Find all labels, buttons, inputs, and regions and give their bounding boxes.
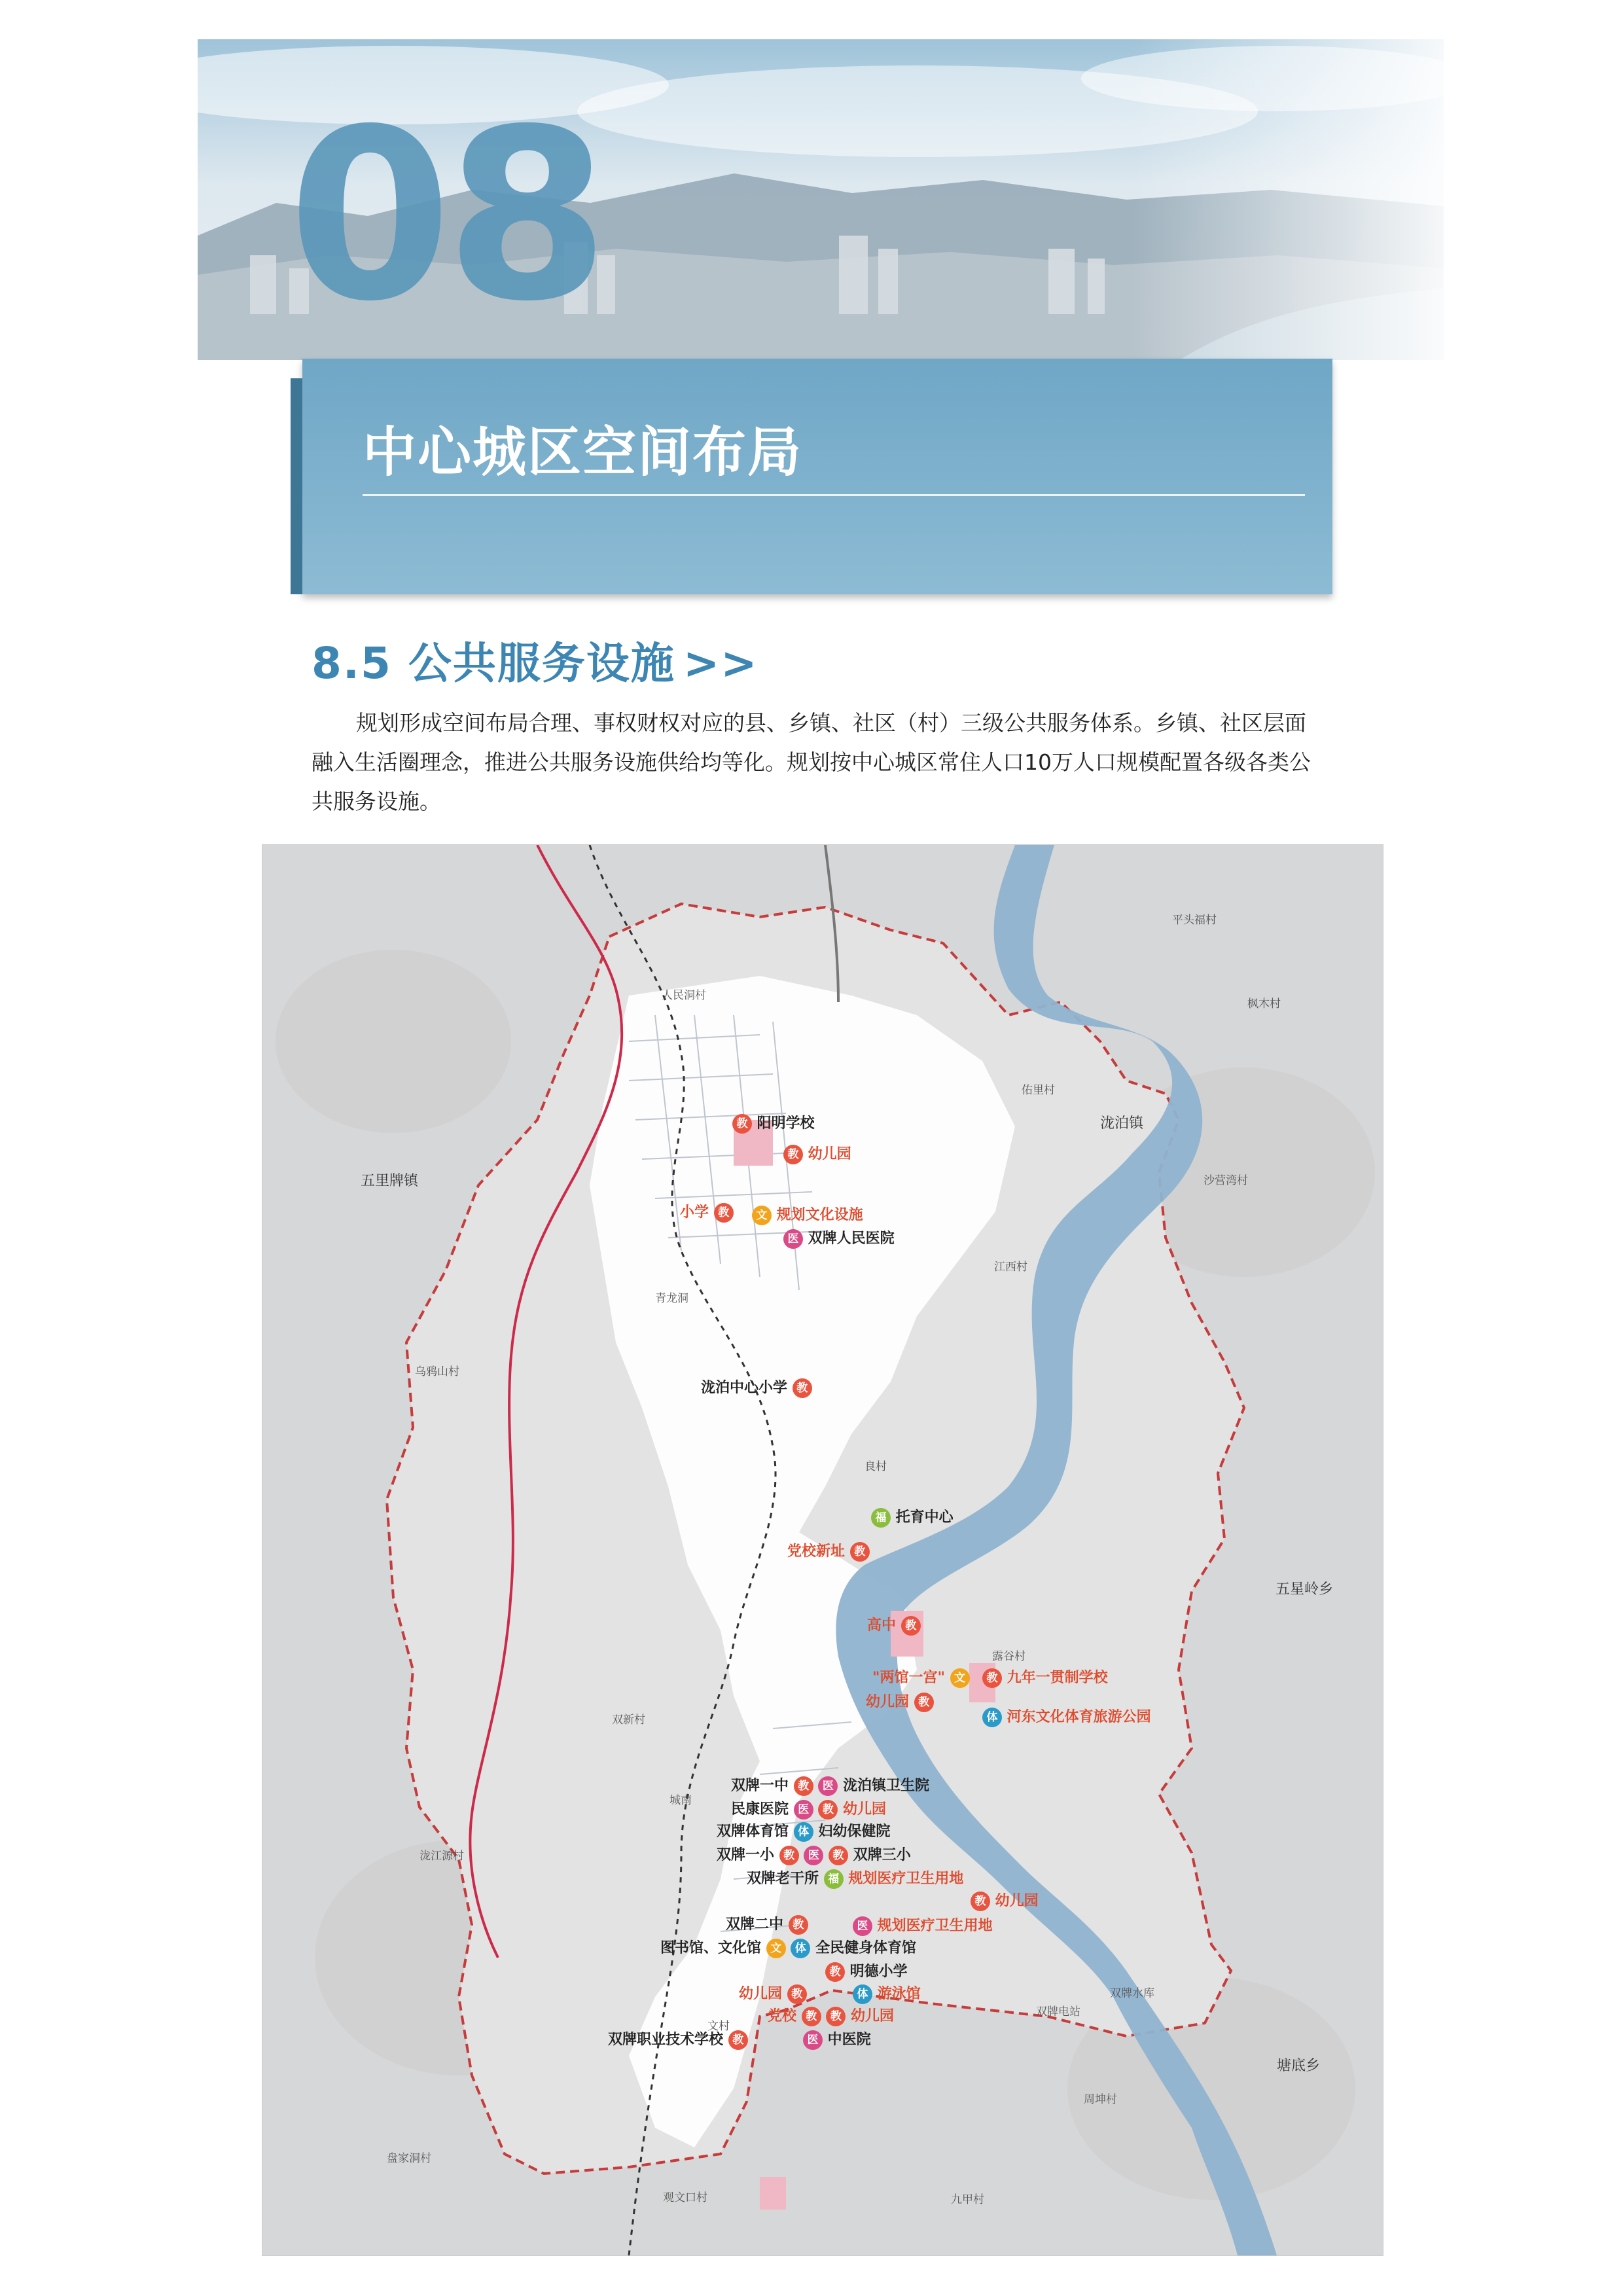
facility-kindergarten-2	[866, 1691, 934, 1712]
chapter-title: 中心城区空间布局	[363, 422, 803, 484]
facility-label: 民康医院	[731, 1801, 789, 1818]
section-paragraph: 规划形成空间布局合理、事权财权对应的县、乡镇、社区（村）三级公共服务体系。乡镇、社区层面融入生活圈理念，推进公共服务设施供给均等化。规划按中心城区常住人口10万人口规模配置各级各类公共服务设施。	[312, 710, 1311, 814]
facility-label: 幼儿园	[808, 1146, 851, 1162]
facility-label: 小学	[680, 1204, 709, 1221]
label-lingjiangyuan: 泷江源村	[419, 1850, 464, 1863]
education-icon: 教	[825, 1962, 845, 1982]
label-pingtoufu: 平头福村	[1172, 914, 1217, 927]
facility-label: 中医院	[827, 2032, 871, 2048]
facility-label: 规划医疗卫生用地	[877, 1918, 993, 1934]
section-arrows: >>	[683, 638, 758, 689]
facility-label: 双牌一中	[731, 1778, 789, 1794]
education-icon: 教	[971, 1892, 990, 1911]
facility-tcm-hospital	[803, 2028, 871, 2050]
facility-kindergarten-4	[971, 1890, 1039, 1911]
medical-icon: 医	[794, 1800, 813, 1820]
education-icon: 教	[982, 1668, 1002, 1688]
sports-icon: 体	[794, 1822, 813, 1842]
label-qinglongdong: 青龙洞	[655, 1292, 688, 1305]
education-icon: 教	[783, 1145, 803, 1164]
facility-label: 全民健身体育馆	[815, 1940, 917, 1956]
chapter-number: 08	[288, 79, 603, 353]
label-youli: 佑里村	[1022, 1084, 1055, 1097]
education-icon: 教	[714, 1203, 734, 1223]
culture-icon: 文	[752, 1206, 772, 1225]
title-divider	[363, 494, 1305, 496]
facility-party-school	[768, 2005, 894, 2026]
education-icon: 教	[794, 1776, 813, 1796]
facility-label: 九年一贯制学校	[1007, 1670, 1108, 1686]
facility-nine-year-school	[982, 1666, 1108, 1688]
label-wulipai-town: 五里牌镇	[361, 1173, 419, 1189]
facility-label: 明德小学	[849, 1964, 908, 1980]
facility-kindergarten-5	[739, 1982, 807, 2004]
education-icon: 教	[732, 1114, 752, 1134]
facility-vocational-school	[608, 2028, 748, 2050]
facility-library-culture	[660, 1937, 916, 1958]
facility-high-school	[867, 1614, 921, 1636]
label-zhoushen: 周坤村	[1084, 2093, 1117, 2106]
education-icon: 教	[850, 1542, 870, 1562]
facility-label: 双牌一小	[717, 1847, 775, 1863]
facility-label: 规划文化设施	[776, 1207, 863, 1223]
public-service-map	[262, 844, 1383, 2256]
label-liang: 良村	[865, 1460, 887, 1473]
medical-icon: 医	[783, 1229, 803, 1249]
education-icon: 教	[901, 1616, 921, 1636]
medical-icon: 医	[818, 1776, 838, 1796]
facility-shuangpai-hospital	[783, 1227, 895, 1249]
medical-icon: 医	[804, 1846, 823, 1865]
facility-primary-school-a	[680, 1201, 734, 1223]
facility-label: 双牌三小	[853, 1847, 911, 1863]
label-renminchong: 人民洞村	[662, 989, 706, 1002]
education-icon: 教	[914, 1693, 934, 1712]
medical-icon: 医	[803, 2030, 823, 2050]
label-wen: 文村	[707, 2020, 730, 2033]
facility-label: 阳明学校	[757, 1115, 815, 1132]
facility-primary-1-3	[717, 1844, 911, 1865]
label-shayiwan: 沙营湾村	[1204, 1174, 1248, 1187]
facility-label: 双牌人民医院	[808, 1230, 895, 1247]
facility-label: 规划医疗卫生用地	[848, 1871, 964, 1887]
medical-icon: 医	[853, 1916, 872, 1936]
education-icon: 教	[826, 2007, 846, 2026]
education-icon: 教	[789, 1915, 808, 1935]
facility-label: 妇幼保健院	[818, 1823, 891, 1840]
facility-label: 幼儿园	[851, 2008, 895, 2024]
facility-label: 双牌职业技术学校	[608, 2032, 724, 2048]
education-icon: 教	[818, 1800, 838, 1820]
facility-longbo-primary	[701, 1376, 812, 1398]
sports-icon: 体	[853, 1984, 872, 2004]
facility-childcare-center	[871, 1506, 954, 1528]
section-heading	[312, 628, 758, 691]
facility-label: 幼儿园	[995, 1893, 1039, 1909]
facility-minkang-hospital	[731, 1798, 886, 1820]
facility-label: 河东文化体育旅游公园	[1007, 1709, 1151, 1725]
facility-label: 双牌老干所	[747, 1871, 819, 1887]
facility-label: 幼儿园	[866, 1694, 910, 1710]
facility-party-school-new	[787, 1540, 870, 1562]
facility-label: 双牌体育馆	[717, 1823, 789, 1840]
chapter-title-band	[302, 359, 1332, 594]
sports-icon: 体	[791, 1939, 810, 1958]
welfare-icon: 福	[871, 1508, 891, 1528]
facility-mingde-primary	[825, 1960, 908, 1982]
label-tangdi: 塘底乡	[1277, 2058, 1321, 2074]
label-fengmu: 枫木村	[1247, 997, 1281, 1011]
facility-label: 党校	[768, 2008, 797, 2024]
sports-icon: 体	[982, 1708, 1002, 1727]
facility-shuangpai-no2	[726, 1913, 808, 1935]
facility-elderly-office	[747, 1867, 963, 1889]
facility-label: "两馆一宫"	[872, 1670, 945, 1686]
facility-label: 双牌二中	[726, 1916, 784, 1933]
label-wuyashan: 乌鸦山村	[415, 1365, 459, 1378]
label-jiujia: 九甲村	[951, 2193, 984, 2206]
culture-icon: 文	[766, 1939, 786, 1958]
welfare-icon: 福	[824, 1869, 844, 1889]
education-icon: 教	[802, 2007, 821, 2026]
label-lugu: 露谷村	[992, 1650, 1026, 1663]
facility-label: 泷泊镇卫生院	[843, 1778, 930, 1794]
facility-label: 党校新址	[787, 1543, 846, 1560]
label-wuxingling: 五星岭乡	[1275, 1581, 1334, 1598]
label-longbo-town: 泷泊镇	[1100, 1115, 1144, 1132]
facility-hedong-park	[982, 1706, 1151, 1727]
label-shuangxin: 双新村	[612, 1713, 645, 1727]
facility-label: 幼儿园	[739, 1986, 783, 2002]
facility-sports-hall	[717, 1820, 890, 1842]
education-icon: 教	[829, 1846, 848, 1865]
facility-label: 托育中心	[895, 1509, 954, 1526]
label-chengnan: 城南	[669, 1794, 692, 1807]
label-shuangpai-reservoir: 双牌水库	[1110, 1987, 1154, 2000]
facility-label: 幼儿园	[843, 1801, 887, 1818]
education-icon: 教	[787, 1984, 807, 2004]
education-icon: 教	[779, 1846, 799, 1865]
facility-planned-medical-2	[853, 1914, 993, 1936]
label-jiangxi: 江西村	[994, 1261, 1027, 1274]
facility-yangming-school	[732, 1112, 815, 1134]
facility-planned-culture	[752, 1204, 863, 1225]
label-guanwenkou: 观文口村	[663, 2191, 707, 2204]
facility-label: 高中	[867, 1617, 897, 1634]
culture-icon: 文	[950, 1668, 970, 1688]
facility-shuangpai-no1	[731, 1774, 929, 1796]
label-shuangpai-station: 双牌电站	[1036, 2005, 1080, 2018]
facility-two-halls-one-palace	[872, 1666, 970, 1688]
education-icon: 教	[793, 1378, 812, 1398]
facility-label: 泷泊中心小学	[701, 1380, 788, 1396]
facility-kindergarten-1	[783, 1143, 851, 1164]
facility-swimming-pool	[853, 1982, 921, 2004]
education-icon: 教	[728, 2030, 748, 2050]
section-heading-text: 8.5 公共服务设施	[312, 638, 675, 689]
facility-label: 图书馆、文化馆	[660, 1940, 762, 1956]
label-panjiadong: 盘家洞村	[387, 2152, 431, 2165]
facility-label: 游泳馆	[877, 1986, 921, 2002]
